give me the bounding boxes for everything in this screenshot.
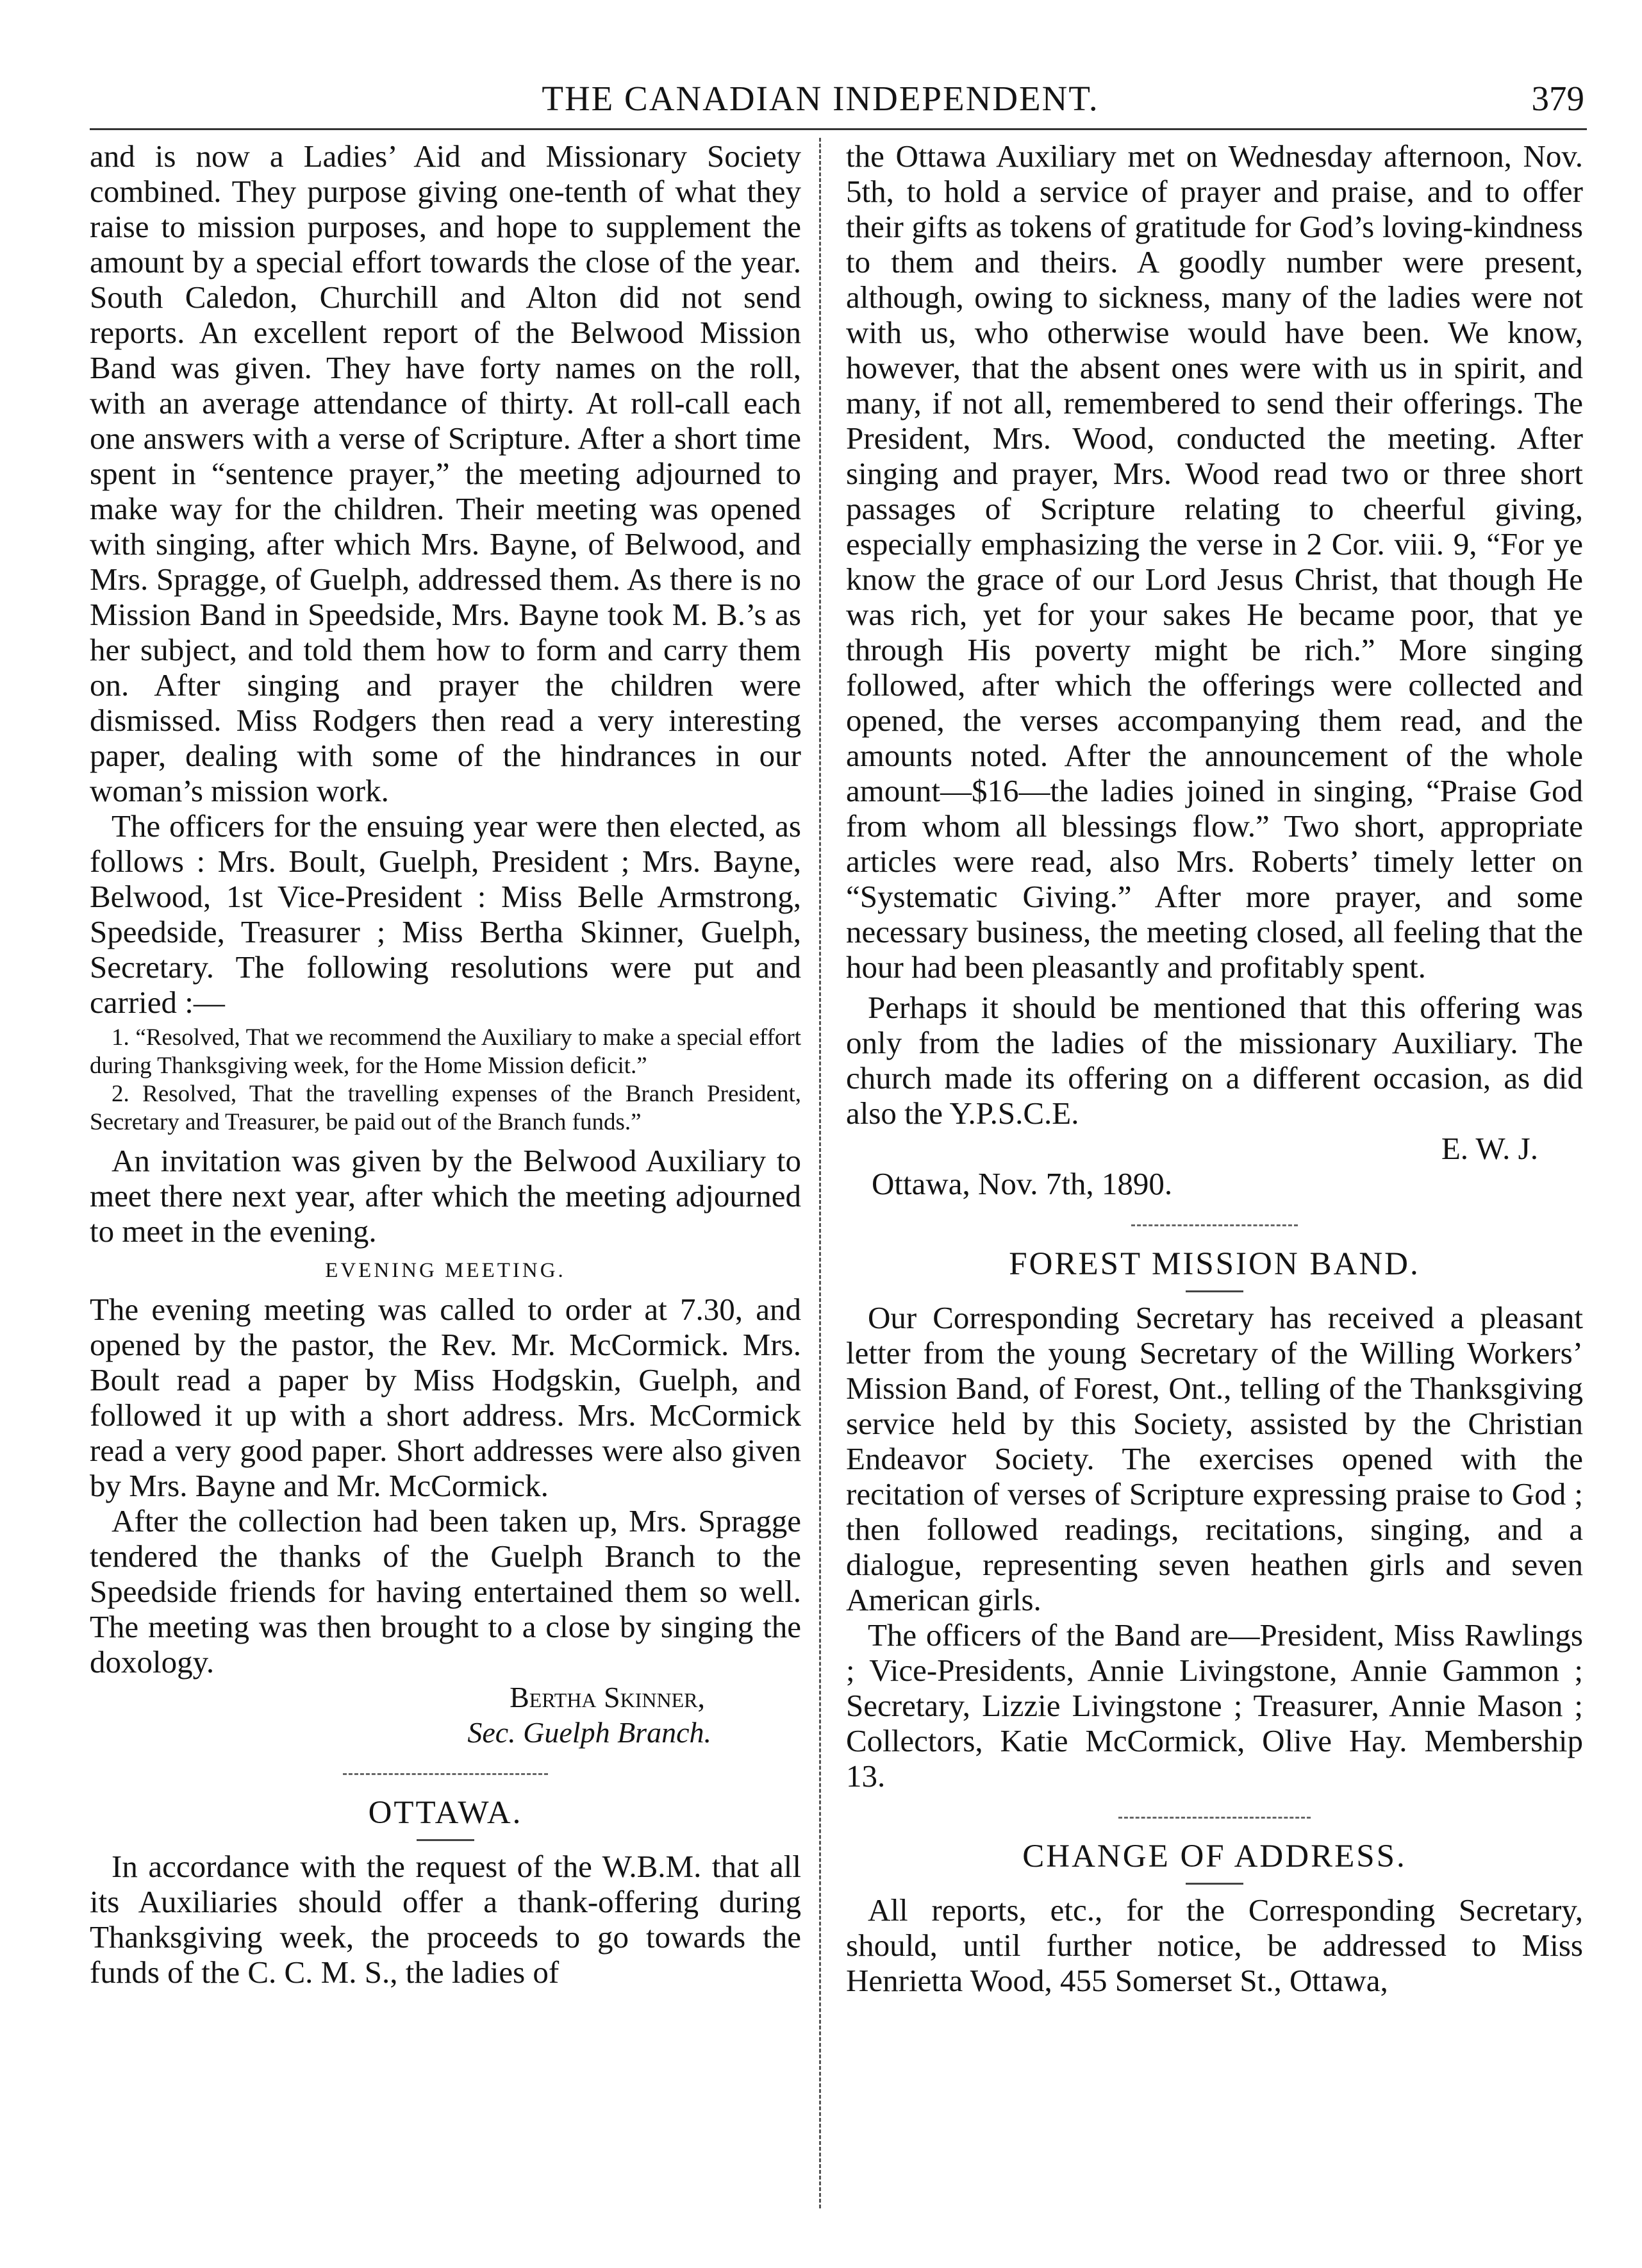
signature-name: Bertha Skinner, [510,1681,705,1714]
right-paragraph-address: All reports, etc., for the Corresponding Secretary, should, until further notice, be addressed to Miss Henrietta Wood, 455 Somerset St., Ottawa, [846,1892,1583,1998]
change-heading-rule [1186,1883,1243,1885]
ottawa-heading: OTTAWA. [368,1795,523,1831]
resolution-1: 1. “Resolved, That we recommend the Auxiliary to make a special effort during Thanksgiving week, for the Home Mission deficit.” [90,1024,801,1079]
left-paragraph-ottawa: In accordance with the request of the W.B.M. that all its Auxiliaries should offer a thank-offering during Thanksgiving week, the proceeds to go towards the funds of the C. C. M. S., the ladies of [90,1849,801,1990]
section-separator [1118,1817,1311,1819]
section-separator [343,1773,548,1775]
evening-meeting-heading: EVENING MEETING. [325,1259,566,1282]
column-divider [819,138,821,2208]
section-separator [1131,1224,1298,1226]
left-paragraph-invitation: An invitation was given by the Belwood Auxiliary to meet there next year, after which the meeting adjourned to meet in the evening. [90,1143,801,1249]
right-paragraph-1: the Ottawa Auxiliary met on Wednesday afternoon, Nov. 5th, to hold a service of prayer and praise, and to offer their gifts as tokens of gratitude for God’s loving-kindness to them and theirs. A goodly number were present, although, owing to sickness, many of the ladies were not with us, who otherwise would have been. We know, however, that the absent ones were with us in spirit, and many, if not all, remembered to send their offerings. The President, Mrs. Wood, conducted the meeting. After singing and prayer, Mrs. Wood read two or three short passages of Scripture relating to cheerful giving, especially emphasizing the verse in 2 Cor. viii. 9, “For ye know the grace of our Lord Jesus Christ, that though He was rich, yet for your sakes He became poor, that ye through His poverty might be rich.” More singing followed, after which the offerings were collected and opened, the verses accompanying them read, and the amounts noted. After the announcement of the whole amount—$16—the ladies joined in singing, “Praise God from whom all blessings flow.” Two short, appropriate articles were read, also Mrs. Roberts’ timely letter on “Systematic Giving.” After more prayer, and some necessary business, the meeting closed, all feeling that the hour had been pleasantly and profitably spent. [846,138,1583,985]
right-paragraph-forest: Our Corresponding Secretary has received a pleasant letter from the young Secretary of the Willing Workers’ Mission Band, of Forest, Ont., telling of the Thanksgiving service held by this Society, assisted by the Christian Endeavor Society. The exercises opened with the recitation of verses of Scripture expressing praise to God ; then followed readings, recitations, singing, and a dialogue, representing seven heathen girls and seven American girls. [846,1300,1583,1617]
forest-mission-band-heading: FOREST MISSION BAND. [1009,1246,1420,1282]
left-paragraph-evening: The evening meeting was called to order at 7.30, and opened by the pastor, the Rev. Mr. McCormick. Mrs. Boult read a paper by Miss Hodgskin, Guelph, and followed it up with a short address. Mrs. McCormick read a very good paper. Short addresses were also given by Mrs. Bayne and Mr. McCormick. [90,1292,801,1503]
left-column [90,138,801,1990]
initials: E. W. J. [1441,1131,1538,1166]
left-paragraph-collection: After the collection had been taken up, Mrs. Spragge tendered the thanks of the Guelph Branch to the Speedside friends for having entertained them so well. The meeting was then brought to a close by singing the doxology. [90,1503,801,1680]
signature-role: Sec. Guelph Branch. [467,1716,711,1749]
right-column [846,138,1583,1998]
forest-heading-rule [1186,1290,1243,1292]
header-rule [90,128,1587,130]
left-paragraph-1: and is now a Ladies’ Aid and Missionary Society combined. They purpose giving one-tenth of what they raise to mission purposes, and hope to supplement the amount by a special effort towards the close of the year. South Caledon, Churchill and Alton did not send reports. An excellent report of the Belwood Mission Band was given. They have forty names on the roll, with an average attendance of thirty. At roll-call each one answers with a verse of Scripture. After a short time spent in “sentence prayer,” the meeting adjourned to make way for the children. Their meeting was opened with singing, after which Mrs. Bayne, of Belwood, and Mrs. Spragge, of Guelph, addressed them. As there is no Mission Band in Speedside, Mrs. Bayne took M. B.’s as her subject, and told them how to form and carry them on. After singing and prayer the children were dismissed. Miss Rodgers then read a very interesting paper, dealing with some of the hindrances in our woman’s mission work. [90,138,801,808]
resolution-2: 2. Resolved, That the travelling expenses of the Branch President, Secretary and Treasurer, be paid out of the Branch funds.” [90,1081,801,1135]
dateline: Ottawa, Nov. 7th, 1890. [872,1166,1173,1201]
right-paragraph-offering: Perhaps it should be mentioned that this offering was only from the ladies of the missionary Auxiliary. The church made its offering on a different occasion, as did also the Y.P.S.C.E. [846,990,1583,1131]
page-number: 379 [1531,79,1584,118]
left-paragraph-officers: The officers for the ensuing year were then elected, as follows : Mrs. Boult, Guelph, President ; Mrs. Bayne, Belwood, 1st Vice-President : Miss Belle Armstrong, Speedside, Treasurer ; Miss Bertha Skinner, Guelph, Secretary. The following resolutions were put and carried :— [90,808,801,1020]
ottawa-heading-rule [417,1839,474,1841]
right-paragraph-officers: The officers of the Band are—President, Miss Rawlings ; Vice-Presidents, Annie Livingstone, Annie Gammon ; Secretary, Lizzie Livingstone ; Treasurer, Annie Mason ; Collectors, Katie McCormick, Olive Hay. Membership 13. [846,1617,1583,1794]
page-header-title: THE CANADIAN INDEPENDENT. [542,79,1099,118]
change-of-address-heading: CHANGE OF ADDRESS. [1022,1839,1407,1874]
